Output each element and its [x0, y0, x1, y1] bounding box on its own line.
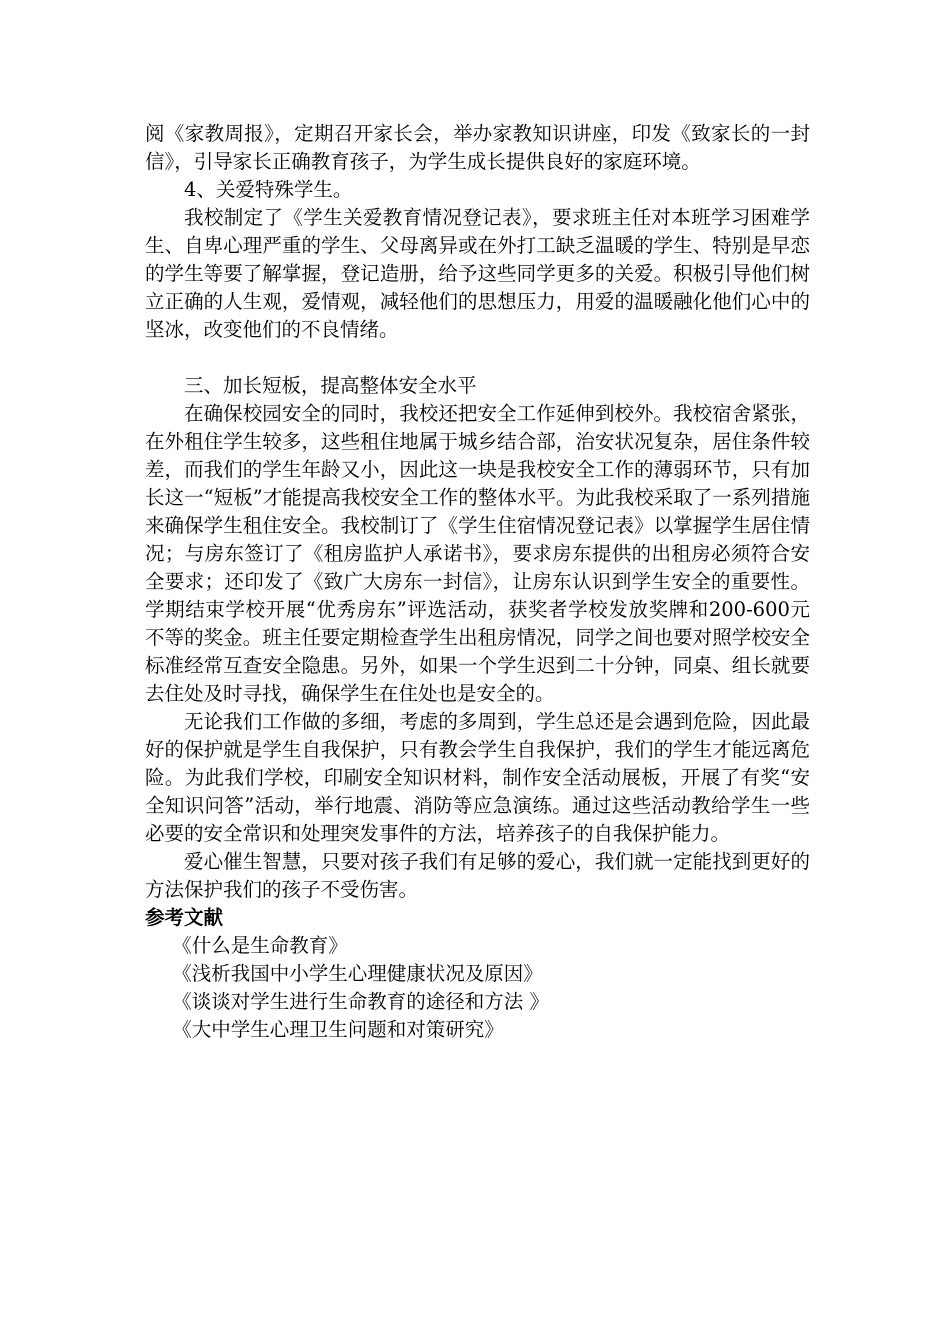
- paragraph-conclusion: 爱心催生智慧，只要对孩子我们有足够的爱心，我们就一定能找到更好的方法保护我们的孩子不受伤害。: [145, 850, 810, 901]
- section-heading-short-board: 三、加长短板，提高整体安全水平: [184, 374, 477, 397]
- paragraph-self-protection: 无论我们工作做的多细，考虑的多周到，学生总还是会遇到危险，因此最好的保护就是学生自我保护，只有教会学生自我保护，我们的学生才能远离危险。为此我们学校，印刷安全知识材料，制作安全活动展板，开展了有奖“安全知识问答”活动，举行地震、消防等应急演练。通过这些活动教给学生一些必要的安全常识和处理突发事件的方法，培养孩子的自我保护能力。: [145, 710, 810, 845]
- subsection-heading-special-students: 4、关爱特殊学生。: [184, 178, 353, 201]
- paragraph-family-education: 阅《家教周报》，定期召开家长会，举办家教知识讲座，印发《致家长的一封信》，引导家长正确教育孩子，为学生成长提供良好的家庭环境。: [145, 122, 810, 173]
- references-heading: 参考文献: [145, 906, 224, 929]
- reference-item: 《浅析我国中小学生心理健康状况及原因》: [172, 962, 543, 985]
- reference-item: 《谈谈对学生进行生命教育的途径和方法 》: [172, 990, 549, 1013]
- references-list: [145, 932, 810, 1044]
- reference-item: 《什么是生命教育》: [172, 934, 348, 957]
- paragraph-special-students: 我校制定了《学生关爱教育情况登记表》，要求班主任对本班学习困难学生、自卑心理严重的学生、父母离异或在外打工缺乏温暖的学生、特别是早恋的学生等要了解掌握，登记造册，给予这些同学更多的关爱。积极引导他们树立正确的人生观，爱情观，减轻他们的思想压力，用爱的温暖融化他们心中的坚冰，改变他们的不良情绪。: [145, 206, 810, 341]
- paragraph-off-campus-safety: 在确保校园安全的同时，我校还把安全工作延伸到校外。我校宿舍紧张，在外租住学生较多，这些租住地属于城乡结合部，治安状况复杂，居住条件较差，而我们的学生年龄又小，因此这一块是我校安全工作的薄弱环节，只有加长这一“短板”才能提高我校安全工作的整体水平。为此我校采取了一系列措施来确保学生租住安全。我校制订了《学生住宿情况登记表》以掌握学生居住情况；与房东签订了《租房监护人承诺书》，要求房东提供的出租房必须符合安全要求；还印发了《致广大房东一封信》，让房东认识到学生安全的重要性。学期结束学校开展“优秀房东”评选活动，获奖者学校发放奖牌和200-600元不等的奖金。班主任要定期检查学生出租房情况，同学之间也要对照学校安全标准经常互查安全隐患。另外，如果一个学生迟到二十分钟，同桌、组长就要去住处及时寻找，确保学生在住处也是安全的。: [145, 402, 810, 705]
- reference-item: 《大中学生心理卫生问题和对策研究》: [172, 1018, 504, 1041]
- document-body: [145, 120, 810, 1044]
